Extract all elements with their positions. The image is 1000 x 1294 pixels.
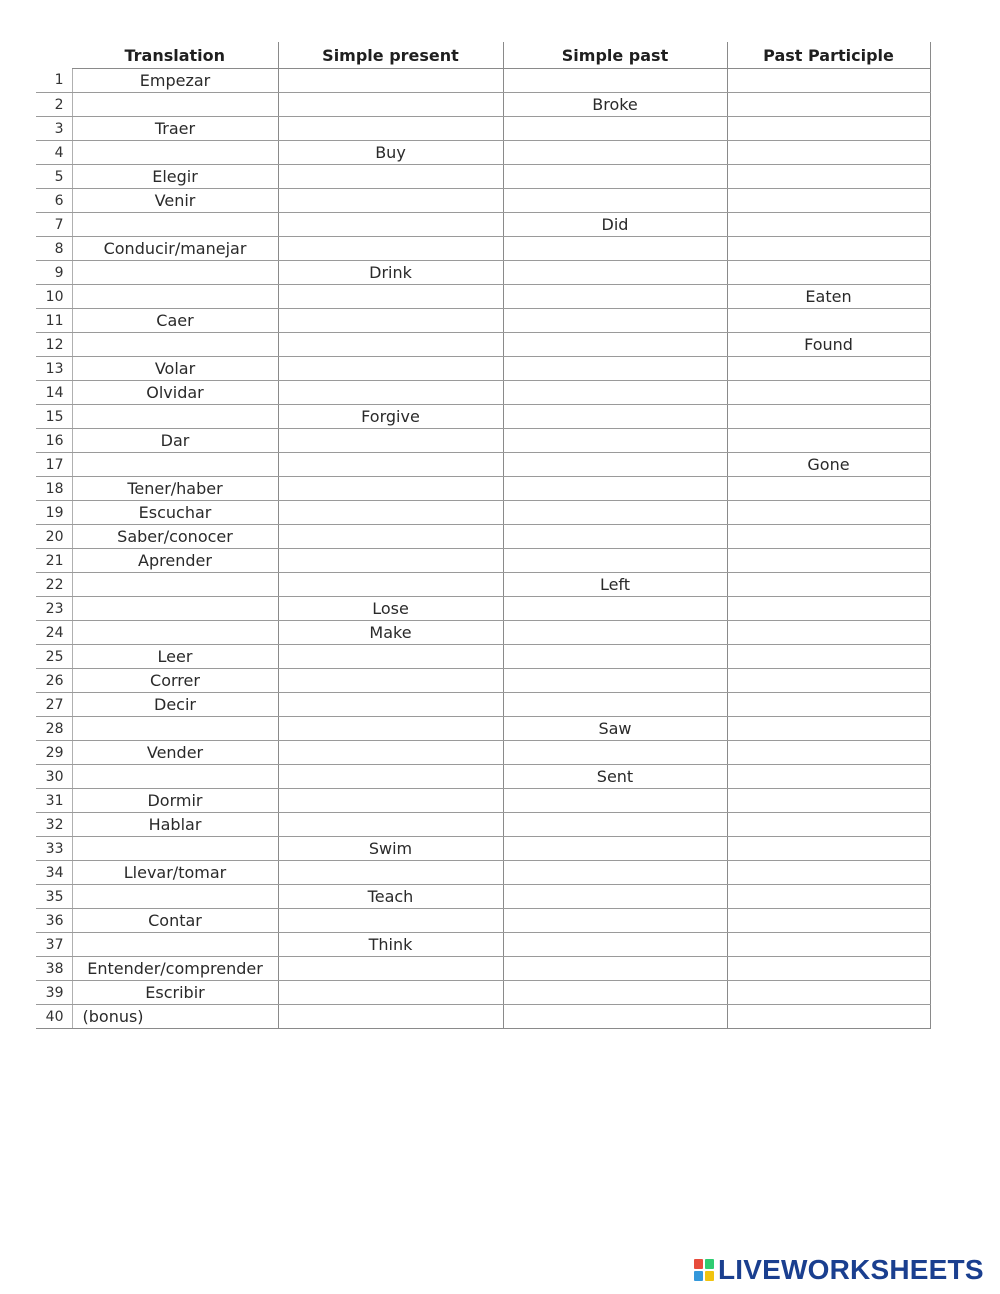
table-row xyxy=(36,405,930,429)
row-number: 17 xyxy=(36,453,72,477)
simple-past-cell[interactable] xyxy=(503,189,727,213)
liveworksheets-wordmark: LIVEWORKSHEETS xyxy=(718,1254,984,1285)
simple-past-cell: Left xyxy=(503,573,727,597)
table-row xyxy=(36,909,930,933)
translation-cell[interactable] xyxy=(72,141,278,165)
logo-square-blue xyxy=(694,1271,703,1281)
past-participle-cell[interactable] xyxy=(727,357,930,381)
table-row xyxy=(36,717,930,741)
table-row xyxy=(36,525,930,549)
translation-cell: Leer xyxy=(72,645,278,669)
simple-past-cell[interactable] xyxy=(503,429,727,453)
simple-present-cell[interactable] xyxy=(278,693,503,717)
simple-present-cell: Make xyxy=(278,621,503,645)
simple-present-cell[interactable] xyxy=(278,453,503,477)
row-number: 15 xyxy=(36,405,72,429)
translation-cell: Olvidar xyxy=(72,381,278,405)
table-row xyxy=(36,429,930,453)
translation-cell: Llevar/tomar xyxy=(72,861,278,885)
row-number: 6 xyxy=(36,189,72,213)
simple-present-cell[interactable] xyxy=(278,741,503,765)
past-participle-cell[interactable] xyxy=(727,93,930,117)
verb-table xyxy=(36,42,931,1029)
row-number: 37 xyxy=(36,933,72,957)
row-number: 21 xyxy=(36,549,72,573)
table-body xyxy=(36,69,930,1029)
row-number: 33 xyxy=(36,837,72,861)
row-number: 7 xyxy=(36,213,72,237)
row-number: 26 xyxy=(36,669,72,693)
translation-cell[interactable] xyxy=(72,621,278,645)
row-number: 36 xyxy=(36,909,72,933)
simple-past-cell[interactable] xyxy=(503,549,727,573)
translation-cell: Caer xyxy=(72,309,278,333)
simple-present-cell[interactable] xyxy=(278,813,503,837)
table-row xyxy=(36,645,930,669)
liveworksheets-branding xyxy=(694,1256,984,1284)
table-row xyxy=(36,381,930,405)
simple-past-cell: Did xyxy=(503,213,727,237)
simple-present-cell[interactable] xyxy=(278,69,503,93)
simple-present-cell[interactable] xyxy=(278,957,503,981)
row-number: 40 xyxy=(36,1005,72,1029)
past-participle-cell[interactable] xyxy=(727,669,930,693)
table-row xyxy=(36,861,930,885)
past-participle-cell[interactable] xyxy=(727,693,930,717)
simple-past-cell[interactable] xyxy=(503,621,727,645)
translation-cell: Vender xyxy=(72,741,278,765)
simple-present-cell[interactable] xyxy=(278,981,503,1005)
past-participle-cell[interactable] xyxy=(727,573,930,597)
past-participle-cell[interactable] xyxy=(727,141,930,165)
simple-present-cell[interactable] xyxy=(278,1005,503,1029)
translation-cell: Escribir xyxy=(72,981,278,1005)
row-number: 10 xyxy=(36,285,72,309)
table-row xyxy=(36,141,930,165)
table-row xyxy=(36,477,930,501)
table-row xyxy=(36,309,930,333)
table-row xyxy=(36,693,930,717)
translation-cell[interactable] xyxy=(72,333,278,357)
simple-present-cell[interactable] xyxy=(278,117,503,141)
simple-past-cell[interactable] xyxy=(503,741,727,765)
table-row xyxy=(36,117,930,141)
past-participle-cell: Eaten xyxy=(727,285,930,309)
translation-cell: Entender/comprender xyxy=(72,957,278,981)
past-participle-cell[interactable] xyxy=(727,309,930,333)
row-number: 4 xyxy=(36,141,72,165)
past-participle-cell[interactable] xyxy=(727,765,930,789)
row-number: 3 xyxy=(36,117,72,141)
table-row xyxy=(36,501,930,525)
row-number: 24 xyxy=(36,621,72,645)
past-participle-cell[interactable] xyxy=(727,957,930,981)
row-number: 31 xyxy=(36,789,72,813)
table-row xyxy=(36,549,930,573)
row-number: 8 xyxy=(36,237,72,261)
table-row xyxy=(36,813,930,837)
simple-past-cell[interactable] xyxy=(503,285,727,309)
past-participle-cell[interactable] xyxy=(727,909,930,933)
simple-past-cell[interactable] xyxy=(503,909,727,933)
past-participle-cell[interactable] xyxy=(727,981,930,1005)
simple-past-cell[interactable] xyxy=(503,453,727,477)
table-row xyxy=(36,93,930,117)
table-row xyxy=(36,165,930,189)
simple-present-cell[interactable] xyxy=(278,501,503,525)
past-participle-cell[interactable] xyxy=(727,717,930,741)
simple-past-cell[interactable] xyxy=(503,885,727,909)
simple-present-cell[interactable] xyxy=(278,285,503,309)
past-participle-cell: Found xyxy=(727,333,930,357)
simple-present-cell[interactable] xyxy=(278,429,503,453)
simple-past-cell[interactable] xyxy=(503,669,727,693)
simple-past-cell[interactable] xyxy=(503,837,727,861)
row-number: 14 xyxy=(36,381,72,405)
translation-cell: Elegir xyxy=(72,165,278,189)
table-row xyxy=(36,285,930,309)
past-participle-cell[interactable] xyxy=(727,213,930,237)
simple-present-cell[interactable] xyxy=(278,789,503,813)
simple-past-cell: Broke xyxy=(503,93,727,117)
simple-present-cell[interactable] xyxy=(278,309,503,333)
row-number: 35 xyxy=(36,885,72,909)
translation-cell[interactable] xyxy=(72,717,278,741)
simple-past-cell: Saw xyxy=(503,717,727,741)
simple-past-cell[interactable] xyxy=(503,309,727,333)
table-row xyxy=(36,261,930,285)
past-participle-cell[interactable] xyxy=(727,429,930,453)
simple-present-cell: Lose xyxy=(278,597,503,621)
simple-present-cell: Teach xyxy=(278,885,503,909)
row-number: 34 xyxy=(36,861,72,885)
row-number: 30 xyxy=(36,765,72,789)
translation-cell[interactable] xyxy=(72,885,278,909)
simple-past-cell[interactable] xyxy=(503,141,727,165)
row-number: 5 xyxy=(36,165,72,189)
simple-present-cell: Think xyxy=(278,933,503,957)
simple-past-cell[interactable] xyxy=(503,165,727,189)
row-number: 1 xyxy=(36,69,72,93)
translation-cell[interactable] xyxy=(72,261,278,285)
translation-cell[interactable] xyxy=(72,405,278,429)
translation-cell[interactable] xyxy=(72,285,278,309)
table-row xyxy=(36,837,930,861)
simple-present-cell: Drink xyxy=(278,261,503,285)
table-row xyxy=(36,597,930,621)
translation-cell[interactable] xyxy=(72,837,278,861)
simple-past-cell[interactable] xyxy=(503,237,727,261)
past-participle-cell[interactable] xyxy=(727,261,930,285)
past-participle-cell[interactable] xyxy=(727,741,930,765)
simple-present-cell: Swim xyxy=(278,837,503,861)
simple-past-cell[interactable] xyxy=(503,957,727,981)
simple-past-cell[interactable] xyxy=(503,261,727,285)
past-participle-cell[interactable] xyxy=(727,549,930,573)
past-participle-cell[interactable] xyxy=(727,1005,930,1029)
translation-cell: Tener/haber xyxy=(72,477,278,501)
table-row xyxy=(36,765,930,789)
row-number: 13 xyxy=(36,357,72,381)
translation-cell[interactable] xyxy=(72,573,278,597)
table-row xyxy=(36,573,930,597)
simple-present-cell[interactable] xyxy=(278,237,503,261)
row-number: 2 xyxy=(36,93,72,117)
simple-past-cell[interactable] xyxy=(503,525,727,549)
logo-square-green xyxy=(705,1259,714,1269)
logo-square-yellow xyxy=(705,1271,714,1281)
translation-cell[interactable] xyxy=(72,453,278,477)
past-participle-column-header: Past Participle xyxy=(727,42,930,69)
table-row xyxy=(36,621,930,645)
number-column-header xyxy=(36,42,72,69)
past-participle-cell[interactable] xyxy=(727,381,930,405)
past-participle-cell[interactable] xyxy=(727,117,930,141)
row-number: 9 xyxy=(36,261,72,285)
translation-cell: Aprender xyxy=(72,549,278,573)
translation-cell: Saber/conocer xyxy=(72,525,278,549)
row-number: 28 xyxy=(36,717,72,741)
simple-past-cell[interactable] xyxy=(503,357,727,381)
simple-past-cell[interactable] xyxy=(503,693,727,717)
translation-cell[interactable] xyxy=(72,93,278,117)
simple-past-cell[interactable] xyxy=(503,333,727,357)
simple-past-cell[interactable] xyxy=(503,1005,727,1029)
table-row xyxy=(36,333,930,357)
row-number: 32 xyxy=(36,813,72,837)
simple-past-cell[interactable] xyxy=(503,69,727,93)
simple-present-cell[interactable] xyxy=(278,549,503,573)
header-row xyxy=(36,42,930,69)
table-row xyxy=(36,1005,930,1029)
translation-cell: Hablar xyxy=(72,813,278,837)
simple-past-cell[interactable] xyxy=(503,813,727,837)
simple-present-cell[interactable] xyxy=(278,573,503,597)
simple-present-cell[interactable] xyxy=(278,861,503,885)
translation-cell: Escuchar xyxy=(72,501,278,525)
past-participle-cell[interactable] xyxy=(727,861,930,885)
past-participle-cell[interactable] xyxy=(727,933,930,957)
simple-present-cell[interactable] xyxy=(278,909,503,933)
translation-cell: Volar xyxy=(72,357,278,381)
past-participle-cell[interactable] xyxy=(727,189,930,213)
simple-past-cell[interactable] xyxy=(503,381,727,405)
table-row xyxy=(36,885,930,909)
past-participle-cell[interactable] xyxy=(727,525,930,549)
translation-cell: Venir xyxy=(72,189,278,213)
table-row xyxy=(36,669,930,693)
simple-past-cell[interactable] xyxy=(503,501,727,525)
logo-square-red xyxy=(694,1259,703,1269)
simple-past-cell: Sent xyxy=(503,765,727,789)
table-row xyxy=(36,69,930,93)
row-number: 12 xyxy=(36,333,72,357)
table-row xyxy=(36,789,930,813)
simple-present-cell[interactable] xyxy=(278,477,503,501)
translation-column-header: Translation xyxy=(72,42,278,69)
table-row xyxy=(36,981,930,1005)
simple-past-cell[interactable] xyxy=(503,645,727,669)
simple-past-cell[interactable] xyxy=(503,405,727,429)
past-participle-cell[interactable] xyxy=(727,477,930,501)
table-row xyxy=(36,237,930,261)
simple-past-cell[interactable] xyxy=(503,117,727,141)
simple-present-cell[interactable] xyxy=(278,381,503,405)
past-participle-cell: Gone xyxy=(727,453,930,477)
simple-past-cell[interactable] xyxy=(503,981,727,1005)
row-number: 11 xyxy=(36,309,72,333)
simple-present-column-header: Simple present xyxy=(278,42,503,69)
past-participle-cell[interactable] xyxy=(727,501,930,525)
row-number: 22 xyxy=(36,573,72,597)
past-participle-cell[interactable] xyxy=(727,789,930,813)
simple-past-cell[interactable] xyxy=(503,789,727,813)
row-number: 16 xyxy=(36,429,72,453)
simple-present-cell[interactable] xyxy=(278,645,503,669)
simple-present-cell: Forgive xyxy=(278,405,503,429)
row-number: 27 xyxy=(36,693,72,717)
row-number: 19 xyxy=(36,501,72,525)
table-row xyxy=(36,189,930,213)
row-number: 23 xyxy=(36,597,72,621)
simple-present-cell[interactable] xyxy=(278,525,503,549)
simple-present-cell[interactable] xyxy=(278,333,503,357)
translation-cell: Traer xyxy=(72,117,278,141)
translation-cell[interactable] xyxy=(72,213,278,237)
simple-present-cell[interactable] xyxy=(278,765,503,789)
past-participle-cell[interactable] xyxy=(727,621,930,645)
liveworksheets-logo-icon xyxy=(694,1259,714,1281)
simple-past-cell[interactable] xyxy=(503,477,727,501)
table-row xyxy=(36,933,930,957)
translation-cell: Dar xyxy=(72,429,278,453)
table-row xyxy=(36,213,930,237)
translation-cell: Conducir/manejar xyxy=(72,237,278,261)
past-participle-cell[interactable] xyxy=(727,237,930,261)
simple-present-cell[interactable] xyxy=(278,357,503,381)
translation-cell: (bonus) xyxy=(72,1005,278,1029)
translation-cell[interactable] xyxy=(72,765,278,789)
translation-cell[interactable] xyxy=(72,597,278,621)
simple-past-column-header: Simple past xyxy=(503,42,727,69)
table-row xyxy=(36,957,930,981)
simple-present-cell[interactable] xyxy=(278,93,503,117)
past-participle-cell[interactable] xyxy=(727,597,930,621)
past-participle-cell[interactable] xyxy=(727,645,930,669)
simple-past-cell[interactable] xyxy=(503,597,727,621)
past-participle-cell[interactable] xyxy=(727,405,930,429)
translation-cell: Empezar xyxy=(72,69,278,93)
simple-present-cell[interactable] xyxy=(278,213,503,237)
past-participle-cell[interactable] xyxy=(727,885,930,909)
past-participle-cell[interactable] xyxy=(727,813,930,837)
simple-present-cell[interactable] xyxy=(278,669,503,693)
table-row xyxy=(36,453,930,477)
row-number: 39 xyxy=(36,981,72,1005)
table-row xyxy=(36,741,930,765)
simple-present-cell[interactable] xyxy=(278,717,503,741)
translation-cell: Correr xyxy=(72,669,278,693)
past-participle-cell[interactable] xyxy=(727,69,930,93)
row-number: 25 xyxy=(36,645,72,669)
translation-cell[interactable] xyxy=(72,933,278,957)
row-number: 20 xyxy=(36,525,72,549)
past-participle-cell[interactable] xyxy=(727,837,930,861)
simple-present-cell: Buy xyxy=(278,141,503,165)
row-number: 18 xyxy=(36,477,72,501)
simple-present-cell[interactable] xyxy=(278,165,503,189)
simple-past-cell[interactable] xyxy=(503,933,727,957)
simple-past-cell[interactable] xyxy=(503,861,727,885)
table-row xyxy=(36,357,930,381)
row-number: 38 xyxy=(36,957,72,981)
past-participle-cell[interactable] xyxy=(727,165,930,189)
translation-cell: Dormir xyxy=(72,789,278,813)
verb-worksheet xyxy=(36,42,930,1029)
translation-cell: Contar xyxy=(72,909,278,933)
row-number: 29 xyxy=(36,741,72,765)
simple-present-cell[interactable] xyxy=(278,189,503,213)
translation-cell: Decir xyxy=(72,693,278,717)
